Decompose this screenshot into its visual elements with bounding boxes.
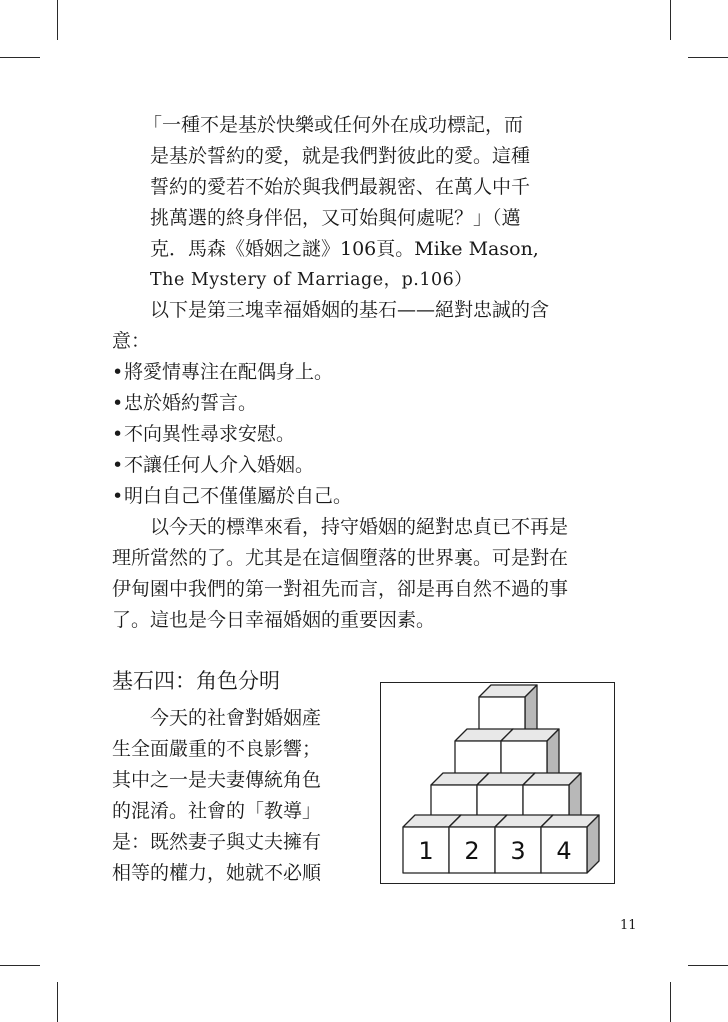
list-item — [112, 453, 314, 477]
paragraph-line: 以下是第三塊幸福婚姻的基石——絕對忠誠的含 — [150, 299, 550, 321]
paragraph-line: 伊甸園中我們的第一對祖先而言，卻是再自然不過的事 — [112, 578, 569, 600]
crop-mark — [670, 982, 671, 1022]
crop-mark — [688, 57, 728, 58]
bullet-icon: • — [112, 485, 124, 507]
crop-mark — [670, 0, 671, 40]
paragraph-line: 的混淆。社會的「教導」 — [112, 800, 322, 822]
paragraph-line: 其中之一是夫妻傳統角色 — [112, 769, 322, 791]
paragraph-line: 生全面嚴重的不良影響； — [112, 738, 322, 760]
paragraph-line: 意： — [112, 330, 151, 352]
list-item — [112, 422, 295, 446]
quote-line: 挑萬選的終身伴侶，又可始與何處呢？」（邁 — [150, 207, 521, 229]
list-item — [112, 391, 257, 415]
quote-line: 「一種不是基於快樂或任何外在成功標記，而 — [143, 114, 524, 136]
cube-number-label: 2 — [464, 837, 480, 865]
list-item-text: 明白自己不僅僅屬於自己。 — [124, 485, 353, 507]
crop-mark — [688, 965, 728, 966]
quote-line: 克．馬森《婚姻之謎》106頁。Mike Mason, — [150, 238, 539, 260]
crop-mark — [0, 965, 40, 966]
list-item-text: 不向異性尋求安慰。 — [124, 423, 296, 445]
paragraph-line: 今天的社會對婚姻產 — [150, 707, 322, 729]
paragraph-line: 相等的權力，她就不必順 — [112, 862, 322, 884]
cube-number-label: 3 — [510, 837, 526, 865]
list-item-text: 忠於婚約誓言。 — [124, 392, 258, 414]
pyramid-cube — [541, 815, 599, 873]
pyramid-illustration — [381, 683, 616, 885]
quote-line: 誓約的愛若不始於與我們最親密、在萬人中千 — [150, 176, 531, 198]
bullet-icon: • — [112, 454, 124, 476]
paragraph-line: 了。這也是今日幸福婚姻的重要因素。 — [112, 609, 436, 631]
cube-number-label: 4 — [556, 837, 572, 865]
crop-mark — [57, 0, 58, 40]
list-item — [112, 360, 333, 384]
bullet-icon: • — [112, 361, 124, 383]
quote-line: 是基於誓約的愛，就是我們對彼此的愛。這種 — [150, 145, 531, 167]
cube-number-label: 1 — [418, 837, 434, 865]
bullet-icon: • — [112, 423, 124, 445]
paragraph-line: 理所當然的了。尤其是在這個墮落的世界裏。可是對在 — [112, 547, 569, 569]
list-item-text: 不讓任何人介入婚姻。 — [124, 454, 315, 476]
crop-mark — [0, 57, 40, 58]
section-heading: 基石四：角色分明 — [112, 669, 280, 693]
list-item-text: 將愛情專注在配偶身上。 — [124, 361, 334, 383]
quote-line: The Mystery of Marriage，p.106） — [150, 270, 473, 290]
crop-mark — [57, 982, 58, 1022]
paragraph-line: 是：既然妻子與丈夫擁有 — [112, 831, 322, 853]
paragraph-line: 以今天的標準來看，持守婚姻的絕對忠貞已不再是 — [150, 516, 569, 538]
pyramid-figure — [380, 682, 615, 884]
list-item — [112, 484, 352, 508]
page-number: 11 — [620, 918, 637, 933]
bullet-icon: • — [112, 392, 124, 414]
